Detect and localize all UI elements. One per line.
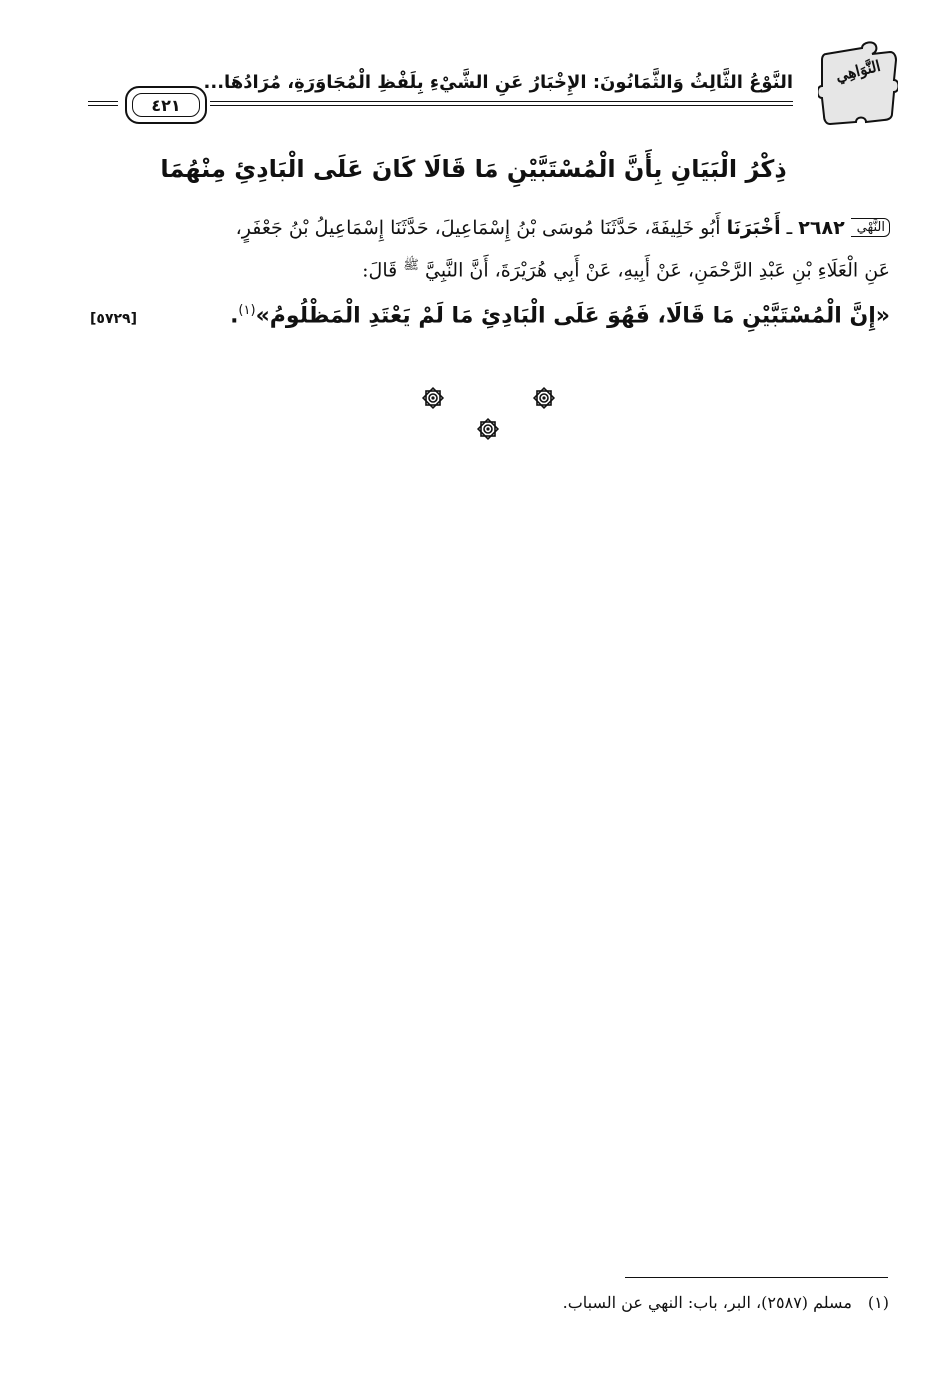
page-number: ٤٢١ [132, 93, 200, 117]
footnote-marker: (١) [867, 1293, 889, 1312]
flower-ornament-icon [531, 385, 557, 411]
hadith-number: ٢٦٨٢ [798, 217, 845, 239]
page-number-frame [125, 86, 207, 124]
flower-ornament-icon [475, 416, 501, 442]
salawat-glyph: ﷺ [403, 258, 419, 273]
isnad-text: عَنِ الْعَلَاءِ بْنِ عَبْدِ الرَّحْمَنِ، عَنْ أَبِيهِ، عَنْ أَبِي هُرَيْرَةَ، أَنَّ النَّبِيَّ [418, 259, 890, 282]
header-rule-left [88, 105, 118, 106]
header-rule [210, 101, 793, 102]
isnad-tail: قَالَ: [362, 259, 404, 282]
section-heading: ذِكْرُ الْبَيَانِ بِأَنَّ الْمُسْتَبَّيْنِ مَا قَالَا كَانَ عَلَى الْبَادِئِ مِنْهُمَا [160, 155, 787, 183]
matn-text: «إِنَّ الْمُسْتَبَّيْنِ مَا قَالَا، فَهُوَ عَلَى الْبَادِئِ مَا لَمْ يَعْتَدِ الْمَظْلُومُ» [255, 303, 890, 329]
chapter-title: النَّوْعُ الثَّالِثُ وَالثَّمَانُونَ: الإِخْبَارُ عَنِ الشَّيْءِ بِلَفْظِ الْمُجَاوَرَةِ، مُرَادُهَا... [203, 72, 793, 93]
hadith-isnad-line-2 [90, 257, 890, 281]
narration-verb: أَخْبَرَنَا [726, 217, 781, 239]
hadith-isnad-line-1 [90, 217, 890, 239]
header-rule [210, 105, 793, 106]
footnote-divider [625, 1277, 888, 1278]
puzzle-piece-icon [818, 40, 898, 126]
footnote [563, 1293, 889, 1312]
footnote-reference: (١) [238, 303, 256, 318]
cross-reference: [٥٧٢٩] [90, 311, 137, 327]
header-rule-left [88, 101, 118, 102]
flower-ornament-icon [420, 385, 446, 411]
running-header [95, 58, 885, 118]
number-dash: ـ [780, 217, 799, 239]
emblem-label: النَّوَاهِي [833, 56, 883, 86]
matn-end: . [230, 303, 239, 329]
isnad-text: أَبُو خَلِيفَةَ، حَدَّثَنَا مُوسَى بْنُ إِسْمَاعِيلَ، حَدَّثَنَا إِسْمَاعِيلُ بْنُ جَعْفَرٍ، [235, 217, 727, 239]
hadith-matn [90, 303, 890, 328]
footnote-text: مسلم (٢٥٨٧)، البر، باب: النهي عن السباب. [562, 1293, 852, 1312]
topic-badge: النَّهْي [851, 218, 890, 237]
